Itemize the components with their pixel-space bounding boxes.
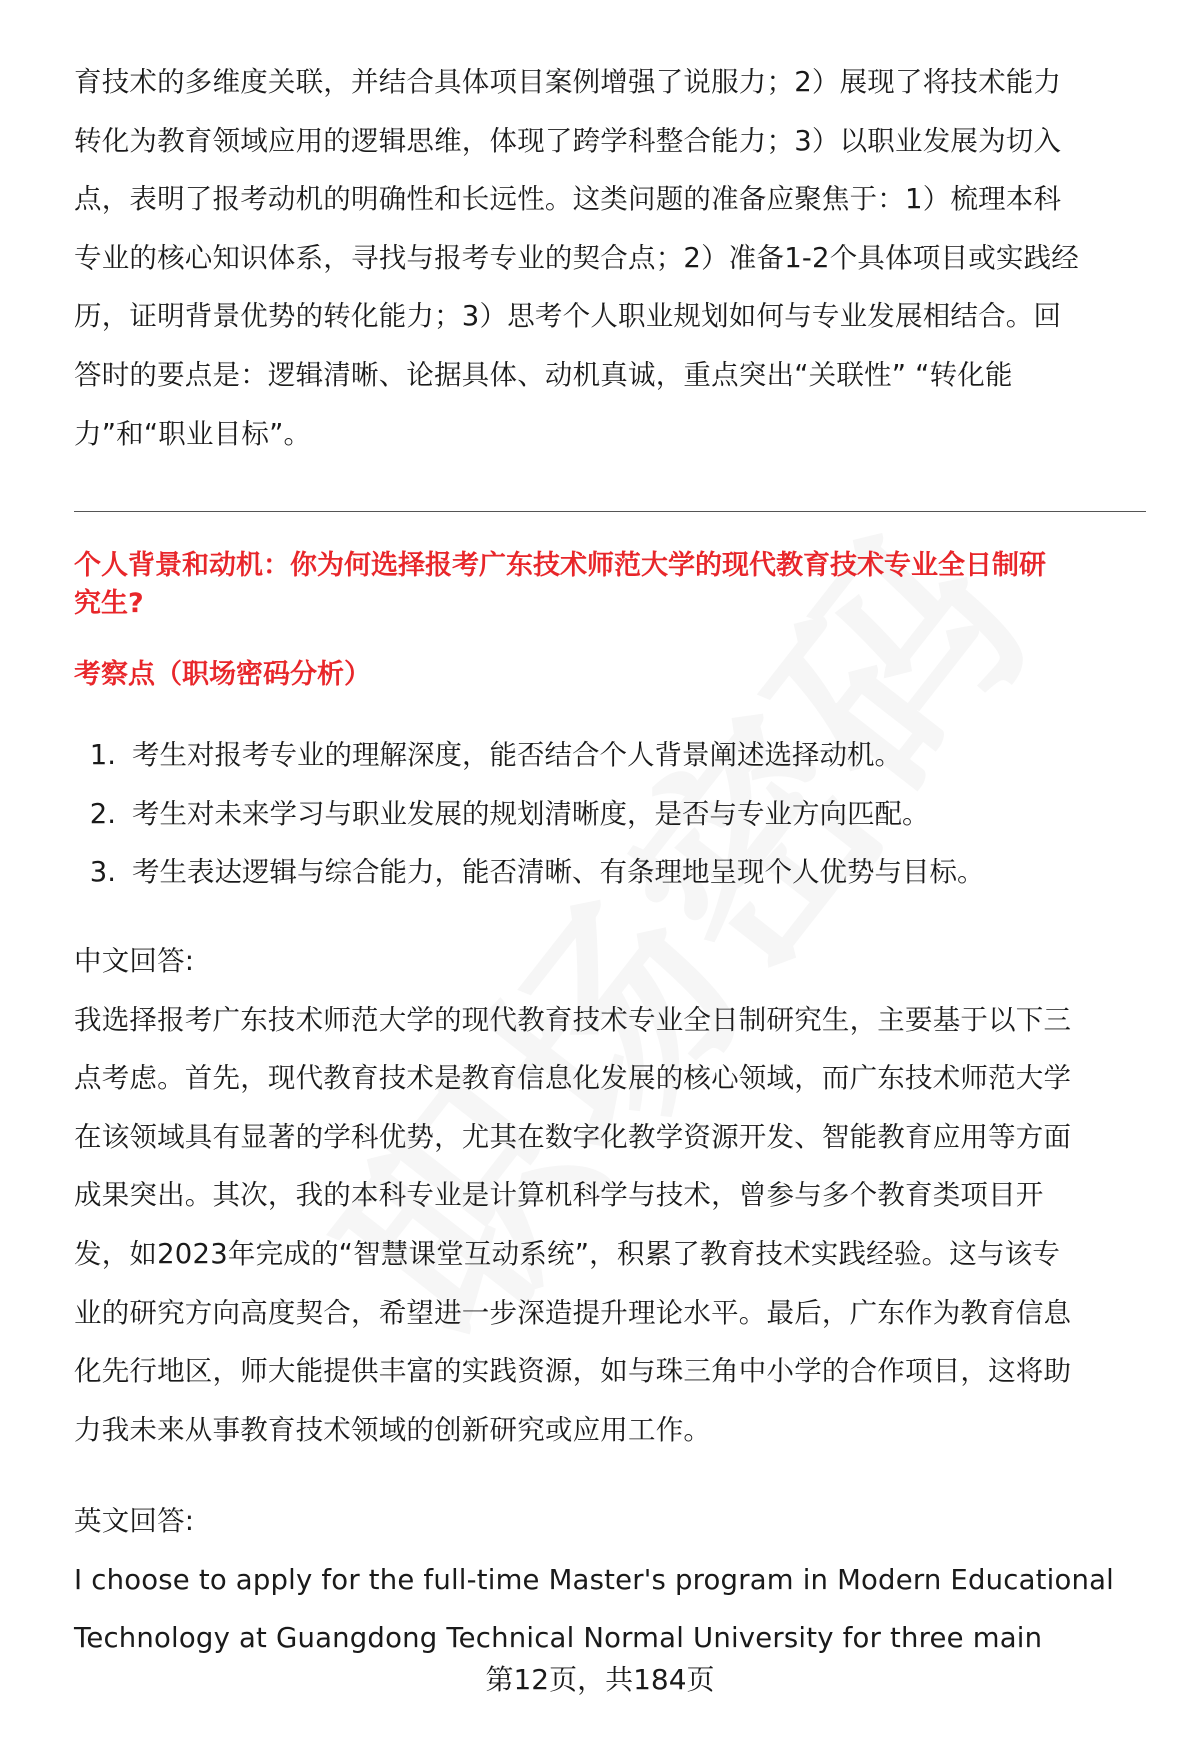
text-line: 点，表明了报考动机的明确性和长远性。这类问题的准备应聚焦于：1）梳理本科	[74, 183, 1062, 216]
text-line: 发，如2023年完成的“智慧课堂互动系统”，积累了教育技术实践经验。这与该专	[74, 1237, 1061, 1270]
text-line: 业的研究方向高度契合，希望进一步深造提升理论水平。最后，广东作为教育信息	[74, 1296, 1072, 1329]
section-divider	[74, 511, 1146, 512]
text-line: 转化为教育领域应用的逻辑思维，体现了跨学科整合能力；3）以职业发展为切入	[74, 124, 1062, 157]
list-item: 1. 考生对报考专业的理解深度，能否结合个人背景阐述选择动机。	[89, 739, 902, 771]
text-line: 点考虑。首先，现代教育技术是教育信息化发展的核心领域，而广东技术师范大学	[74, 1062, 1072, 1095]
text-line: 我选择报考广东技术师范大学的现代教育技术专业全日制研究生，主要基于以下三	[74, 1003, 1072, 1036]
text-line: 在该领域具有显著的学科优势，尤其在数字化教学资源开发、智能教育应用等方面	[74, 1120, 1072, 1153]
text-line: 育技术的多维度关联，并结合具体项目案例增强了说服力；2）展现了将技术能力	[74, 66, 1062, 98]
chinese-answer	[74, 932, 1154, 1459]
chinese-answer-label: 中文回答:	[74, 945, 195, 977]
list-item: 3. 考生表达逻辑与综合能力，能否清晰、有条理地呈现个人优势与目标。	[89, 856, 985, 889]
text-line: 力”和“职业目标”。	[74, 417, 312, 450]
question-title: 个人背景和动机：你为何选择报考广东技术师范大学的现代教育技术专业全日制研 究生?	[74, 550, 1046, 619]
text-line: 化先行地区，师大能提供丰富的实践资源，如与珠三角中小学的合作项目，这将助	[74, 1355, 1072, 1388]
text-line: 历，证明背景优势的转化能力；3）思考个人职业规划如何与专业发展相结合。回	[74, 300, 1062, 333]
intro-paragraph	[74, 53, 1154, 463]
text-line: Technology at Guangdong Technical Normal University for three main	[74, 1622, 1043, 1655]
assessment-points-list	[80, 726, 1160, 902]
text-line: 力我未来从事教育技术领域的创新研究或应用工作。	[74, 1413, 712, 1446]
text-line: I choose to apply for the full-time Master's program in Modern Educational	[74, 1563, 1115, 1596]
page-number: 第12页，共184页	[485, 1663, 715, 1696]
question-subheading: 考察点（职场密码分析）	[74, 659, 371, 690]
list-item: 2. 考生对未来学习与职业发展的规划清晰度，是否与专业方向匹配。	[89, 797, 930, 830]
text-line: 成果突出。其次，我的本科专业是计算机科学与技术，曾参与多个教育类项目开	[74, 1179, 1044, 1212]
english-answer-label: 英文回答:	[74, 1505, 195, 1537]
text-line: 答时的要点是：逻辑清晰、论据具体、动机真诚，重点突出“关联性” “转化能	[74, 358, 1013, 391]
english-answer	[74, 1492, 1154, 1668]
text-line: 专业的核心知识体系，寻找与报考专业的契合点；2）准备1-2个具体项目或实践经	[74, 241, 1080, 274]
